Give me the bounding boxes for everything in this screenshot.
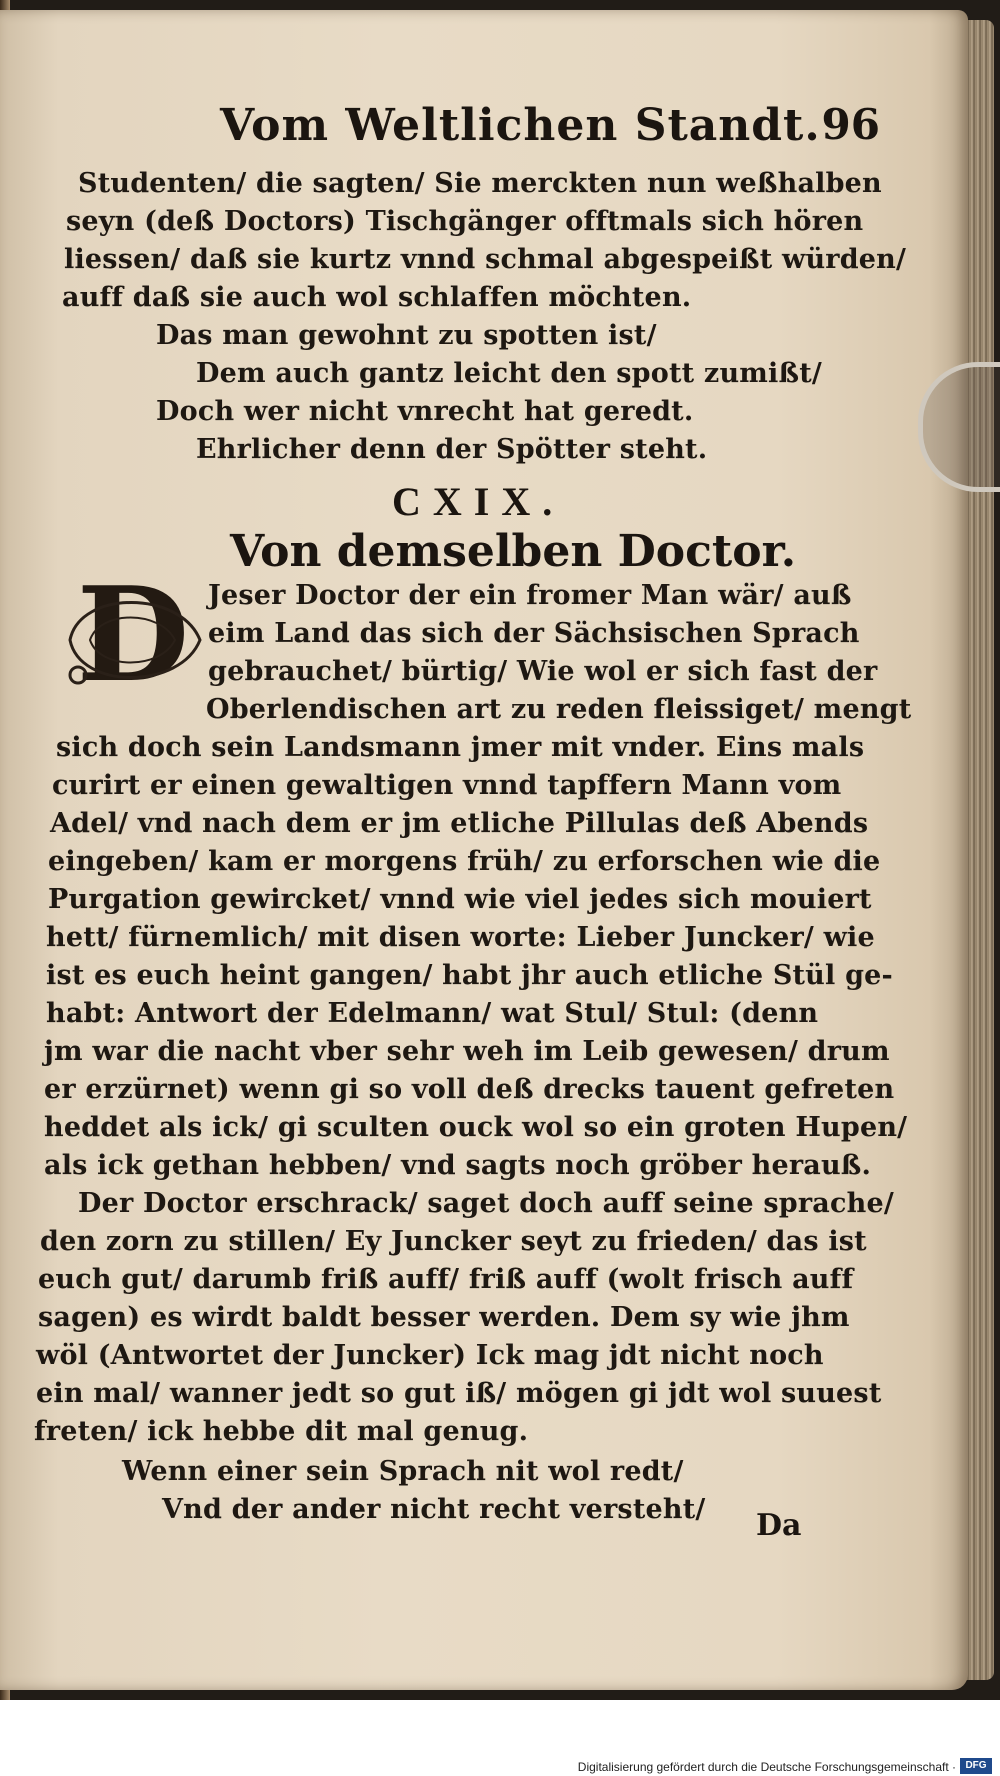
text-line: eingeben/ kam er morgens früh/ zu erforschen wie die [48,846,881,877]
text-line: eim Land das sich der Sächsischen Sprach [208,618,860,649]
text-line: curirt er einen gewaltigen vnnd tapffern Mann vom [52,770,842,801]
verse-line: Vnd der ander nicht recht versteht/ [162,1494,706,1525]
verse-line: Dem auch gantz leicht den spott zumißt/ [196,358,822,389]
text-line: freten/ ick hebbe dit mal genug. [34,1416,529,1447]
text-line: Purgation gewircket/ vnnd wie viel jedes sich mouiert [48,884,872,915]
catchword: Da [756,1508,802,1543]
section-number: CXIX. [392,479,565,524]
text-line: ein mal/ wanner jedt so gut iß/ mögen gi jdt wol suuest [36,1378,882,1409]
text-line: wöl (Antwortet der Juncker) Ick mag jdt nicht noch [36,1340,824,1371]
text-line: sagen) es wirdt baldt besser werden. Dem sy wie jhm [38,1302,850,1333]
text-line: Oberlendischen art zu reden fleissiget/ mengt [206,694,912,725]
text-line: hett/ fürnemlich/ mit disen worte: Lieber Juncker/ wie [46,922,875,953]
verse-line: Das man gewohnt zu spotten ist/ [156,320,657,351]
text-line: euch gut/ darumb friß auff/ friß auff (wolt frisch auff [38,1264,854,1295]
verse-line: Wenn einer sein Sprach nit wol redt/ [122,1456,684,1487]
text-line: seyn (deß Doctors) Tischgänger offtmals sich hören [66,206,864,237]
text-line: auff daß sie auch wol schlaffen möchten. [62,282,692,313]
text-line: Studenten/ die sagten/ Sie merckten nun weßhalben [78,168,882,199]
text-line: Adel/ vnd nach dem er jm etliche Pillulas deß Abends [50,808,869,839]
text-line: Der Doctor erschrack/ saget doch auff seine sprache/ [78,1188,894,1219]
text-line: habt: Antwort der Edelmann/ wat Stul/ Stul: (denn [46,998,819,1029]
text-line: ist es euch heint gangen/ habt jhr auch etliche Stül ge- [46,960,893,991]
text-line: jm war die nacht vber sehr weh im Leib gewesen/ drum [44,1036,890,1067]
verse-line: Ehrlicher denn der Spötter steht. [196,434,708,465]
dfg-logo: DFG [960,1758,992,1774]
running-header [220,100,880,164]
digitization-footer [0,1700,1000,1776]
text-line: als ick gethan hebben/ vnd sagts noch gröber herauß. [44,1150,872,1181]
verse-line: Doch wer nicht vnrecht hat geredt. [156,396,694,427]
digitization-credit: Digitalisierung gefördert durch die Deutsche Forschungsgemeinschaft · [577,1760,956,1774]
text-line: gebrauchet/ bürtig/ Wie wol er sich fast der [208,656,878,687]
text-line: liessen/ daß sie kurtz vnnd schmal abgespeißt würden/ [64,244,907,275]
text-line: sich doch sein Landsmann jmer mit vnder. Eins mals [56,732,865,763]
text-line: den zorn zu stillen/ Ey Juncker seyt zu frieden/ das ist [40,1226,867,1257]
decorated-initial: D [76,558,190,711]
section-title: Von demselben Doctor. [230,526,797,577]
text-line: Jeser Doctor der ein fromer Man wär/ auß [208,580,852,611]
text-line: er erzürnet) wenn gi so voll deß drecks tauent gefreten [44,1074,895,1105]
running-title: Vom Weltlichen Standt. [220,100,821,151]
text-line: heddet als ick/ gi sculten ouck wol so ein groten Hupen/ [44,1112,908,1143]
page-number: 96 [821,100,880,149]
